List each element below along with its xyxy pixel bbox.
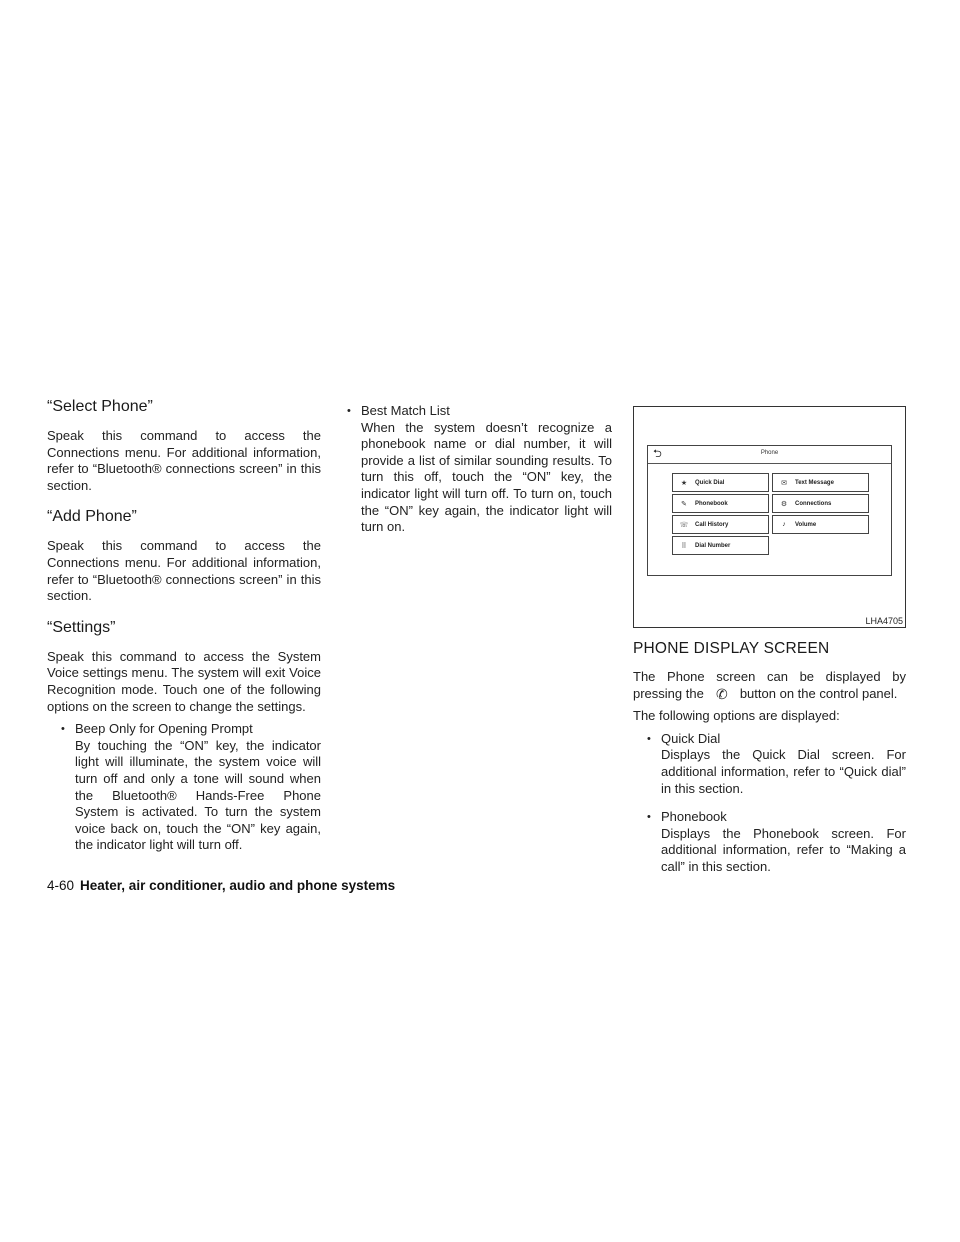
phone-screen-figure	[633, 406, 906, 628]
page-footer	[47, 878, 395, 893]
phone-icon: ✆	[715, 685, 728, 702]
intro-text-after: button on the control panel.	[739, 685, 898, 701]
phone-screen-illustration	[647, 445, 892, 576]
bullet-description: Displays the Phonebook screen. For additional information, refer to “Making a call” in this section.	[661, 825, 906, 874]
section-title: PHONE DISPLAY SCREEN	[633, 640, 830, 657]
paragraph-settings: Speak this command to access the System Voice settings menu. The system will exit Voice Recognition mode. Touch one of the following options on the screen to change the settings.	[47, 648, 321, 714]
tile-connections	[772, 494, 869, 513]
tile-label: Phonebook	[695, 500, 728, 507]
back-arrow-icon: ⮌	[653, 448, 662, 460]
tile-text-message	[772, 473, 869, 492]
bullet-description: By touching the “ON” key, the indicator light will illuminate, the system voice will turn off and only a tone will sound when the Bluetooth® Hands-Free Phone System is activated. To turn the system voice back on, touch the “ON” key again, the indicator light will turn off.	[75, 737, 321, 853]
tile-label: Text Message	[795, 479, 834, 486]
tile-label: Quick Dial	[695, 479, 725, 486]
screen-title: Phone	[760, 450, 779, 456]
paragraph-options-intro: The following options are displayed:	[633, 708, 840, 724]
chapter-title: Heater, air conditioner, audio and phone systems	[80, 878, 396, 893]
keypad-icon: ⠿	[681, 542, 687, 550]
intro-text-before: The Phone screen can be displayed by pressing the	[633, 669, 906, 701]
tile-volume	[772, 515, 869, 534]
heading-add-phone: “Add Phone”	[47, 508, 137, 526]
settings-bullet-list-continued	[342, 403, 612, 536]
tile-label: Call History	[695, 521, 729, 528]
list-item	[642, 809, 906, 875]
heading-settings: “Settings”	[47, 618, 116, 636]
tile-quick-dial	[672, 473, 769, 492]
bullet-title: • Best Match List	[361, 403, 450, 418]
column-right	[633, 406, 906, 888]
column-left	[47, 398, 321, 866]
bullet-description: Displays the Quick Dial screen. For additional information, refer to “Quick dial” in this section.	[661, 747, 906, 796]
tile-phonebook	[672, 494, 769, 513]
phone-options-list	[633, 731, 906, 876]
screen-header	[648, 446, 891, 464]
star-icon: ★	[680, 479, 688, 487]
list-item	[342, 403, 612, 536]
bullet-title: • Phonebook	[661, 809, 727, 825]
connections-icon: ⚙	[780, 500, 788, 508]
list-item	[56, 721, 321, 854]
paragraph-add-phone: Speak this command to access the Connections menu. For additional information, refer to “Bluetooth® connections screen” in this section.	[47, 538, 321, 604]
list-item	[642, 731, 906, 797]
phone-menu-grid	[672, 473, 869, 555]
tile-call-history	[672, 515, 769, 534]
volume-icon: ♪	[782, 521, 786, 528]
heading-select-phone: “Select Phone”	[47, 398, 153, 415]
phonebook-icon: ✎	[681, 500, 687, 508]
tile-label: Volume	[795, 521, 817, 528]
bullet-title: • Quick Dial	[661, 730, 721, 746]
paragraph-select-phone: Speak this command to access the Connections menu. For additional information, refer to “Bluetooth® connections screen” in this section.	[47, 428, 321, 493]
envelope-icon: ✉	[781, 479, 787, 487]
page-number: 4-60	[47, 878, 75, 893]
tile-label: Connections	[795, 500, 832, 507]
bullet-title: • Beep Only for Opening Prompt	[75, 721, 253, 737]
bullet-description: When the system doesn’t recognize a phonebook name or dial number, it will provide a list of similar sounding results. To turn this off, touch the “ON” key, the indicator light will turn off. To turn on, touch the “ON” key again, the indicator light will turn on.	[361, 419, 612, 535]
column-middle	[342, 398, 612, 548]
tile-dial-number	[672, 536, 769, 555]
call-history-icon: ☏	[679, 521, 689, 529]
paragraph-phone-intro	[633, 669, 906, 702]
tile-label: Dial Number	[695, 542, 731, 549]
figure-id: LHA4705	[865, 616, 903, 626]
settings-bullet-list	[47, 721, 321, 854]
